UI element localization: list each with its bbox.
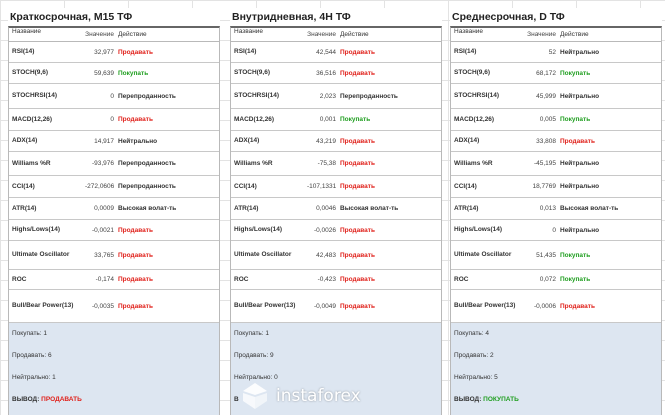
indicator-name: Highs/Lows(14) xyxy=(454,226,503,233)
summary-sell: Продавать: 2 xyxy=(454,352,494,359)
indicator-name: RSI(14) xyxy=(12,48,35,55)
indicator-panel xyxy=(230,8,442,415)
table-header xyxy=(451,28,661,42)
indicator-value: -45,195 xyxy=(533,160,556,167)
summary-neutral: Нейтрально: 0 xyxy=(234,374,278,381)
indicator-action: Продавать xyxy=(340,69,375,77)
indicator-name: Williams %R xyxy=(454,159,493,167)
table-row xyxy=(451,42,661,63)
indicator-name: STOCHRSI(14) xyxy=(454,92,500,99)
indicator-name: ADX(14) xyxy=(12,137,38,144)
indicator-value: 59,639 xyxy=(94,69,114,77)
indicator-name: ADX(14) xyxy=(454,137,480,144)
indicator-value: 0 xyxy=(110,92,114,100)
verdict-value: ПРОДАВАТЬ xyxy=(41,396,82,403)
indicator-value: 51,435 xyxy=(536,251,556,259)
indicator-name: ATR(14) xyxy=(454,204,479,212)
indicator-value: 0 xyxy=(552,226,556,234)
table-row xyxy=(9,198,219,220)
panel-title: Среднесрочная, D ТФ xyxy=(450,8,662,26)
table-row xyxy=(9,152,219,176)
indicator-action: Продавать xyxy=(340,226,375,234)
indicator-value: 33,808 xyxy=(536,137,556,145)
indicator-action: Продавать xyxy=(340,183,375,190)
table-row xyxy=(451,63,661,84)
indicator-name: STOCH(9,6) xyxy=(234,69,270,76)
indicator-value: 42,544 xyxy=(316,48,336,56)
table-row xyxy=(231,270,441,290)
indicator-value: 32,977 xyxy=(94,48,114,56)
indicator-name: Williams %R xyxy=(12,159,51,167)
indicator-name: MACD(12,26) xyxy=(12,115,53,123)
indicator-name: STOCH(9,6) xyxy=(454,69,490,76)
table-row xyxy=(9,84,219,109)
indicator-value: 0,0009 xyxy=(94,205,114,212)
indicator-name: Ultimate Oscillator xyxy=(234,251,292,258)
indicator-table xyxy=(450,26,662,415)
indicator-value: 2,023 xyxy=(319,92,336,100)
table-row xyxy=(9,176,219,198)
logo-text: instaforex xyxy=(276,386,361,406)
header-action: Действие xyxy=(340,31,369,38)
table-row xyxy=(231,220,441,241)
indicator-name: CCI(14) xyxy=(234,182,257,190)
summary-sell: Продавать: 6 xyxy=(12,352,52,359)
indicator-name: RSI(14) xyxy=(234,48,257,55)
indicator-action: Высокая волат-ть xyxy=(340,205,399,212)
indicator-action: Покупать xyxy=(560,251,591,259)
indicator-value: 0,0046 xyxy=(316,205,336,212)
indicator-action: Продавать xyxy=(340,276,375,283)
table-row xyxy=(231,42,441,63)
header-action: Действие xyxy=(118,31,147,38)
indicator-value: 0,001 xyxy=(319,116,336,123)
panel-title: Краткосрочная, M15 ТФ xyxy=(8,8,220,26)
table-header xyxy=(231,28,441,42)
indicator-value: -0,0021 xyxy=(91,226,114,234)
summary-verdict xyxy=(12,396,82,403)
table-row xyxy=(451,220,661,241)
indicator-action: Продавать xyxy=(340,160,375,167)
table-row xyxy=(231,198,441,220)
indicator-name: Highs/Lows(14) xyxy=(12,226,61,233)
indicator-value: 0,013 xyxy=(539,205,556,212)
indicator-action: Нейтрально xyxy=(560,48,600,56)
indicator-name: CCI(14) xyxy=(12,182,35,190)
indicator-name: Bull/Bear Power(13) xyxy=(234,302,296,309)
indicator-value: -0,423 xyxy=(317,276,336,283)
indicator-name: Williams %R xyxy=(234,159,273,167)
indicator-name: Ultimate Oscillator xyxy=(12,251,70,258)
header-value: Значение xyxy=(307,31,336,38)
table-row xyxy=(231,84,441,109)
table-row xyxy=(451,152,661,176)
indicator-value: -0,0049 xyxy=(313,302,336,310)
indicator-action: Продавать xyxy=(340,48,375,56)
indicator-value: -93,976 xyxy=(91,160,114,167)
indicator-name: STOCHRSI(14) xyxy=(234,92,280,99)
indicator-value: -0,0026 xyxy=(313,226,336,234)
indicator-action: Нейтрально xyxy=(560,226,600,234)
indicator-name: ATR(14) xyxy=(234,204,259,212)
indicator-name: Highs/Lows(14) xyxy=(234,226,283,233)
summary-neutral: Нейтрально: 1 xyxy=(12,374,56,381)
indicator-name: STOCHRSI(14) xyxy=(12,92,58,99)
indicator-action: Продавать xyxy=(118,302,153,310)
indicator-value: 36,516 xyxy=(316,69,336,77)
indicator-action: Покупать xyxy=(560,116,591,123)
indicator-name: RSI(14) xyxy=(454,48,477,55)
header-name: Название xyxy=(12,28,42,35)
table-row xyxy=(9,290,219,323)
indicator-value: -75,38 xyxy=(317,160,336,167)
indicator-action: Продавать xyxy=(118,48,153,56)
indicator-action: Перепроданность xyxy=(118,92,176,100)
summary-block xyxy=(451,323,661,415)
summary-buy: Покупать: 1 xyxy=(12,330,48,337)
table-row xyxy=(9,63,219,84)
table-row xyxy=(231,109,441,131)
indicator-name: ROC xyxy=(454,275,469,283)
indicator-value: -0,174 xyxy=(95,276,114,283)
indicator-value: 45,999 xyxy=(536,92,556,100)
table-row xyxy=(231,176,441,198)
header-value: Значение xyxy=(527,31,556,38)
indicator-table xyxy=(8,26,220,415)
table-row xyxy=(451,176,661,198)
indicator-action: Нейтрально xyxy=(118,137,158,145)
indicator-value: 0 xyxy=(110,116,114,123)
indicator-name: MACD(12,26) xyxy=(454,115,495,123)
header-value: Значение xyxy=(85,31,114,38)
indicator-action: Покупать xyxy=(560,276,591,283)
indicator-table xyxy=(230,26,442,415)
indicator-action: Покупать xyxy=(118,69,149,77)
indicator-panel xyxy=(450,8,662,415)
panel-title: Внутридневная, 4H ТФ xyxy=(230,8,442,26)
indicator-action: Продавать xyxy=(340,251,375,259)
indicator-name: ROC xyxy=(234,275,249,283)
indicator-value: 0,072 xyxy=(539,276,556,283)
verdict-label: В xyxy=(234,396,239,403)
indicator-action: Продавать xyxy=(340,302,375,310)
indicator-action: Покупать xyxy=(340,116,371,123)
table-row xyxy=(451,131,661,152)
header-name: Название xyxy=(234,28,264,35)
table-row xyxy=(9,220,219,241)
indicator-action: Нейтрально xyxy=(560,92,600,100)
indicator-action: Продавать xyxy=(560,302,595,310)
table-row xyxy=(9,270,219,290)
table-row xyxy=(231,290,441,323)
indicator-action: Покупать xyxy=(560,69,591,77)
indicator-action: Высокая волат-ть xyxy=(118,205,177,212)
indicator-action: Нейтрально xyxy=(560,160,600,167)
summary-neutral: Нейтрально: 5 xyxy=(454,374,498,381)
indicator-value: -272,0606 xyxy=(85,183,115,190)
indicator-action: Продавать xyxy=(340,137,375,145)
table-row xyxy=(451,270,661,290)
indicator-name: Bull/Bear Power(13) xyxy=(12,302,74,309)
table-row xyxy=(9,131,219,152)
summary-verdict xyxy=(234,396,239,403)
summary-sell: Продавать: 9 xyxy=(234,352,274,359)
verdict-value: ПОКУПАТЬ xyxy=(483,396,519,403)
indicator-value: -0,0006 xyxy=(533,302,556,310)
indicator-action: Продавать xyxy=(560,137,595,145)
indicator-name: ADX(14) xyxy=(234,137,260,144)
indicator-action: Перепроданность xyxy=(340,92,398,100)
indicator-value: 0,005 xyxy=(539,116,556,123)
table-row xyxy=(451,84,661,109)
indicator-action: Продавать xyxy=(118,276,153,283)
table-row xyxy=(9,42,219,63)
indicator-action: Высокая волат-ть xyxy=(560,205,619,212)
verdict-label: ВЫВОД: xyxy=(454,396,482,403)
summary-block xyxy=(9,323,219,415)
indicator-action: Продавать xyxy=(118,226,153,234)
summary-buy: Покупать: 1 xyxy=(234,330,270,337)
indicator-value: 43,219 xyxy=(316,137,336,145)
table-row xyxy=(451,109,661,131)
indicator-panel xyxy=(8,8,220,415)
table-row xyxy=(451,241,661,270)
indicator-name: Bull/Bear Power(13) xyxy=(454,302,516,309)
indicator-name: STOCH(9,6) xyxy=(12,69,48,76)
indicator-value: -107,1331 xyxy=(307,183,337,190)
indicator-value: 68,172 xyxy=(536,69,556,77)
indicator-name: MACD(12,26) xyxy=(234,115,275,123)
table-row xyxy=(231,152,441,176)
indicator-name: ATR(14) xyxy=(12,204,37,212)
table-row xyxy=(9,109,219,131)
instaforex-logo-icon xyxy=(240,381,270,411)
watermark-logo xyxy=(240,377,396,415)
indicator-value: 52 xyxy=(548,48,556,56)
table-row xyxy=(231,131,441,152)
summary-buy: Покупать: 4 xyxy=(454,330,490,337)
table-header xyxy=(9,28,219,42)
header-action: Действие xyxy=(560,31,589,38)
indicator-action: Перепроданность xyxy=(118,160,176,167)
indicator-value: 33,765 xyxy=(94,251,114,259)
table-row xyxy=(231,241,441,270)
table-row xyxy=(451,198,661,220)
indicator-value: -0,0035 xyxy=(91,302,114,310)
indicator-name: ROC xyxy=(12,275,27,283)
indicator-action: Нейтрально xyxy=(560,183,600,190)
header-name: Название xyxy=(454,28,484,35)
table-row xyxy=(9,241,219,270)
summary-verdict xyxy=(454,396,519,403)
indicator-action: Перепроданность xyxy=(118,183,176,190)
indicator-value: 14,917 xyxy=(94,137,114,145)
indicator-value: 18,7769 xyxy=(532,183,556,190)
indicator-action: Продавать xyxy=(118,116,153,123)
table-row xyxy=(231,63,441,84)
table-row xyxy=(451,290,661,323)
verdict-label: ВЫВОД: xyxy=(12,396,40,403)
indicator-action: Продавать xyxy=(118,251,153,259)
indicator-name: Ultimate Oscillator xyxy=(454,251,512,258)
indicator-value: 42,483 xyxy=(316,251,336,259)
indicator-name: CCI(14) xyxy=(454,182,477,190)
